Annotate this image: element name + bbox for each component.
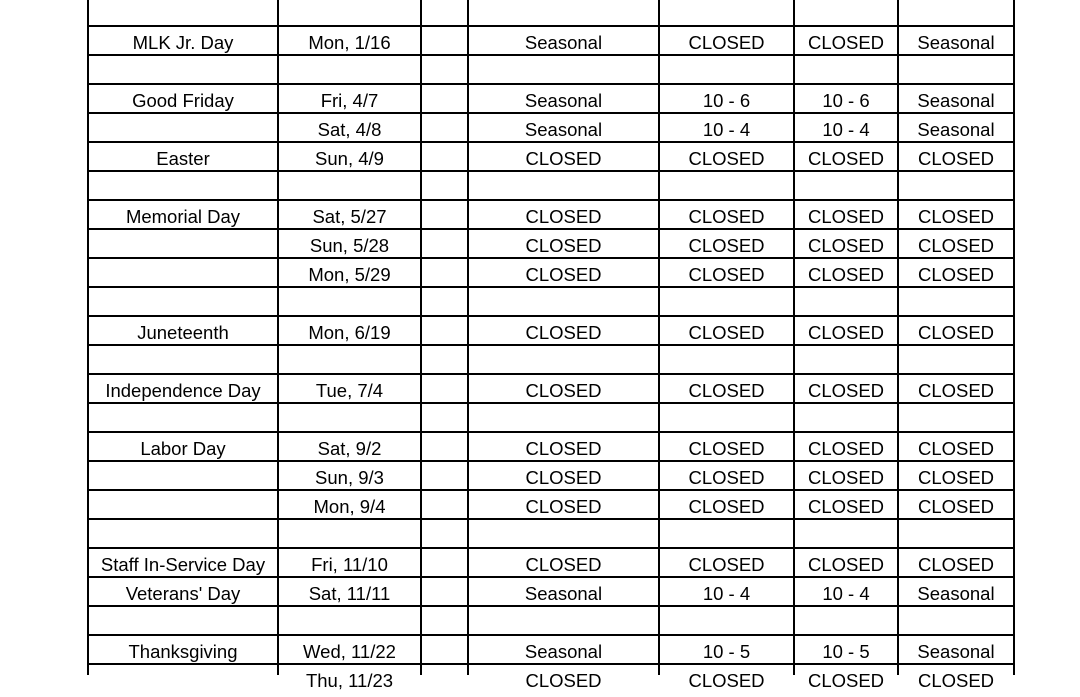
hours-col-4-cell: CLOSED — [917, 206, 995, 227]
spacer-cell — [421, 403, 468, 432]
grid-column-line — [658, 0, 660, 675]
hours-col-1-cell — [468, 0, 659, 26]
date-cell — [278, 403, 421, 432]
hours-col-1-cell — [468, 606, 659, 635]
grid-row-line — [88, 170, 1015, 172]
hours-col-4-cell — [898, 171, 1014, 200]
holiday-name-cell: MLK Jr. Day — [132, 32, 234, 53]
hours-col-3-cell: CLOSED — [807, 264, 885, 285]
hours-col-3-cell: CLOSED — [807, 380, 885, 401]
hours-col-4-cell: CLOSED — [917, 554, 995, 575]
table-row — [0, 258, 1080, 287]
hours-col-3-cell: CLOSED — [807, 235, 885, 256]
hours-col-4-cell: CLOSED — [917, 438, 995, 459]
holiday-name-cell — [88, 490, 278, 519]
date-cell: Fri, 11/10 — [311, 554, 388, 575]
hours-col-3-cell: CLOSED — [807, 467, 885, 488]
hours-col-1-cell: CLOSED — [525, 670, 602, 691]
holiday-name-cell — [88, 519, 278, 548]
date-cell: Wed, 11/22 — [303, 641, 396, 662]
date-cell: Mon, 9/4 — [313, 496, 386, 517]
hours-col-1-cell: CLOSED — [525, 148, 602, 169]
hours-col-3-cell: CLOSED — [807, 496, 885, 517]
hours-col-1-cell: Seasonal — [524, 641, 603, 662]
holiday-name-cell: Easter — [156, 148, 210, 169]
table-row — [0, 519, 1080, 548]
hours-col-1-cell — [468, 519, 659, 548]
holiday-name-cell — [88, 171, 278, 200]
hours-col-3-cell — [794, 519, 898, 548]
hours-col-1-cell: Seasonal — [524, 119, 603, 140]
holiday-name-cell — [88, 287, 278, 316]
date-cell — [278, 606, 421, 635]
spacer-cell — [421, 200, 468, 229]
spacer-cell — [421, 519, 468, 548]
date-cell — [278, 519, 421, 548]
date-cell — [278, 171, 421, 200]
grid-row-line — [88, 634, 1015, 636]
hours-col-1-cell — [468, 55, 659, 84]
hours-col-2-cell — [659, 345, 794, 374]
date-cell: Sat, 11/11 — [308, 583, 391, 604]
date-cell: Sun, 5/28 — [309, 235, 390, 256]
hours-col-3-cell: CLOSED — [807, 670, 885, 691]
spacer-cell — [421, 548, 468, 577]
date-cell: Mon, 1/16 — [308, 32, 391, 53]
spacer-cell — [421, 490, 468, 519]
holiday-name-cell — [88, 55, 278, 84]
date-cell: Sun, 4/9 — [315, 148, 384, 169]
spacer-cell — [421, 258, 468, 287]
spacer-cell — [421, 374, 468, 403]
table-row — [0, 490, 1080, 519]
table-row — [0, 577, 1080, 606]
grid-row-line — [88, 141, 1015, 143]
hours-col-2-cell: CLOSED — [688, 496, 765, 517]
grid-row-line — [88, 25, 1015, 27]
hours-col-3-cell — [794, 171, 898, 200]
hours-col-3-cell: 10 - 4 — [822, 583, 870, 604]
date-cell: Sun, 9/3 — [315, 467, 384, 488]
hours-col-2-cell: CLOSED — [688, 670, 765, 691]
table-row — [0, 229, 1080, 258]
spacer-cell — [421, 345, 468, 374]
grid-row-line — [88, 199, 1015, 201]
date-cell — [278, 0, 421, 26]
hours-col-3-cell: 10 - 6 — [822, 90, 870, 111]
hours-col-1-cell: CLOSED — [525, 554, 602, 575]
holiday-name-cell: Veterans' Day — [125, 583, 241, 604]
date-cell: Tue, 7/4 — [315, 380, 384, 401]
hours-col-2-cell — [659, 55, 794, 84]
grid-row-line — [88, 344, 1015, 346]
grid-row-line — [88, 460, 1015, 462]
table-row — [0, 606, 1080, 635]
holiday-name-cell — [88, 606, 278, 635]
hours-col-4-cell — [898, 287, 1014, 316]
date-cell: Sat, 4/8 — [317, 119, 382, 140]
table-row — [0, 287, 1080, 316]
spacer-cell — [421, 171, 468, 200]
grid-row-line — [88, 373, 1015, 375]
table-row — [0, 200, 1080, 229]
grid-column-line — [1013, 0, 1015, 675]
spacer-cell — [421, 113, 468, 142]
date-cell: Fri, 4/7 — [320, 90, 379, 111]
holiday-name-cell — [88, 258, 278, 287]
spacer-cell — [421, 0, 468, 26]
hours-col-3-cell — [794, 55, 898, 84]
hours-col-1-cell — [468, 287, 659, 316]
holiday-name-cell — [88, 664, 278, 693]
table-row — [0, 548, 1080, 577]
spacer-cell — [421, 635, 468, 664]
hours-col-2-cell: CLOSED — [688, 554, 765, 575]
hours-col-2-cell — [659, 0, 794, 26]
hours-col-4-cell — [898, 519, 1014, 548]
grid-row-line — [88, 257, 1015, 259]
holiday-name-cell — [88, 229, 278, 258]
hours-col-4-cell — [898, 345, 1014, 374]
hours-col-3-cell — [794, 287, 898, 316]
table-row — [0, 26, 1080, 55]
table-row — [0, 113, 1080, 142]
table-row — [0, 55, 1080, 84]
date-cell: Mon, 6/19 — [308, 322, 391, 343]
table-row — [0, 84, 1080, 113]
grid-row-line — [88, 663, 1015, 665]
hours-col-4-cell: CLOSED — [917, 148, 995, 169]
hours-col-3-cell: CLOSED — [807, 148, 885, 169]
spacer-cell — [421, 432, 468, 461]
hours-col-2-cell: CLOSED — [688, 322, 765, 343]
grid-column-line — [467, 0, 469, 675]
grid-row-line — [88, 431, 1015, 433]
holiday-name-cell: Independence Day — [105, 380, 261, 401]
grid-column-line — [420, 0, 422, 675]
hours-col-1-cell: Seasonal — [524, 32, 603, 53]
holiday-name-cell — [88, 113, 278, 142]
spacer-cell — [421, 287, 468, 316]
hours-col-2-cell: CLOSED — [688, 467, 765, 488]
grid-row-line — [88, 402, 1015, 404]
hours-col-2-cell: CLOSED — [688, 380, 765, 401]
date-cell: Sat, 5/27 — [312, 206, 387, 227]
hours-col-4-cell — [898, 55, 1014, 84]
hours-col-3-cell: CLOSED — [807, 554, 885, 575]
hours-col-2-cell: 10 - 4 — [702, 583, 751, 604]
hours-col-2-cell: CLOSED — [688, 264, 765, 285]
date-cell — [278, 345, 421, 374]
spacer-cell — [421, 84, 468, 113]
hours-col-4-cell: Seasonal — [917, 119, 995, 140]
spacer-cell — [421, 577, 468, 606]
table-row — [0, 374, 1080, 403]
hours-col-3-cell — [794, 345, 898, 374]
hours-col-4-cell: CLOSED — [917, 670, 995, 691]
hours-col-3-cell: CLOSED — [807, 438, 885, 459]
grid-row-line — [88, 576, 1015, 578]
grid-row-line — [88, 286, 1015, 288]
hours-col-4-cell — [898, 403, 1014, 432]
table-row — [0, 345, 1080, 374]
grid-column-line — [277, 0, 279, 675]
hours-col-2-cell: 10 - 5 — [702, 641, 751, 662]
hours-col-1-cell: Seasonal — [524, 90, 603, 111]
holiday-name-cell: Labor Day — [140, 438, 226, 459]
date-cell: Mon, 5/29 — [308, 264, 391, 285]
hours-col-4-cell: Seasonal — [917, 90, 995, 111]
hours-col-2-cell — [659, 519, 794, 548]
hours-col-1-cell: CLOSED — [525, 496, 602, 517]
grid-column-line — [897, 0, 899, 675]
hours-col-3-cell — [794, 606, 898, 635]
hours-col-4-cell: CLOSED — [917, 322, 995, 343]
hours-col-1-cell: Seasonal — [524, 583, 603, 604]
grid-row-line — [88, 547, 1015, 549]
spacer-cell — [421, 55, 468, 84]
holiday-name-cell: Juneteenth — [137, 322, 229, 343]
grid-row-line — [88, 518, 1015, 520]
hours-col-2-cell — [659, 403, 794, 432]
hours-col-3-cell — [794, 403, 898, 432]
grid-row-line — [88, 112, 1015, 114]
hours-col-1-cell: CLOSED — [525, 380, 602, 401]
grid-row-line — [88, 228, 1015, 230]
grid-column-line — [793, 0, 795, 675]
hours-col-2-cell: CLOSED — [688, 206, 765, 227]
grid-row-line — [88, 83, 1015, 85]
table-row — [0, 664, 1080, 693]
hours-col-4-cell: Seasonal — [917, 583, 995, 604]
spacer-cell — [421, 229, 468, 258]
grid-column-line — [87, 0, 89, 675]
date-cell: Sat, 9/2 — [317, 438, 382, 459]
holiday-name-cell: Good Friday — [132, 90, 234, 111]
table-row — [0, 403, 1080, 432]
table-row — [0, 0, 1080, 26]
hours-col-1-cell: CLOSED — [525, 467, 602, 488]
hours-col-2-cell: CLOSED — [688, 438, 765, 459]
table-row — [0, 635, 1080, 664]
hours-col-1-cell: CLOSED — [525, 438, 602, 459]
hours-col-3-cell: 10 - 4 — [822, 119, 870, 140]
hours-col-2-cell — [659, 606, 794, 635]
hours-col-4-cell: CLOSED — [917, 235, 995, 256]
spacer-cell — [421, 26, 468, 55]
hours-col-1-cell — [468, 403, 659, 432]
hours-col-4-cell: CLOSED — [917, 467, 995, 488]
hours-col-4-cell — [898, 606, 1014, 635]
hours-col-2-cell: CLOSED — [688, 235, 765, 256]
spacer-cell — [421, 142, 468, 171]
hours-col-2-cell: 10 - 6 — [702, 90, 751, 111]
hours-col-2-cell — [659, 171, 794, 200]
hours-col-3-cell: CLOSED — [807, 322, 885, 343]
table-row — [0, 171, 1080, 200]
table-row — [0, 316, 1080, 345]
spacer-cell — [421, 664, 468, 693]
hours-col-1-cell — [468, 345, 659, 374]
grid-row-line — [88, 605, 1015, 607]
spacer-cell — [421, 461, 468, 490]
hours-col-1-cell: CLOSED — [525, 322, 602, 343]
hours-col-2-cell: CLOSED — [688, 148, 765, 169]
hours-col-2-cell: 10 - 4 — [702, 119, 751, 140]
hours-col-2-cell: CLOSED — [688, 32, 765, 53]
holiday-name-cell — [88, 345, 278, 374]
holiday-name-cell — [88, 403, 278, 432]
date-cell — [278, 55, 421, 84]
hours-col-3-cell: 10 - 5 — [822, 641, 870, 662]
hours-col-3-cell: CLOSED — [807, 32, 885, 53]
grid-row-line — [88, 54, 1015, 56]
grid-row-line — [88, 315, 1015, 317]
hours-col-4-cell: CLOSED — [917, 380, 995, 401]
hours-col-4-cell: Seasonal — [917, 32, 995, 53]
hours-col-1-cell: CLOSED — [525, 264, 602, 285]
holiday-name-cell: Memorial Day — [125, 206, 241, 227]
holiday-name-cell: Staff In-Service Day — [100, 554, 266, 575]
holiday-name-cell — [88, 461, 278, 490]
holiday-name-cell: Thanksgiving — [128, 641, 238, 662]
hours-col-1-cell — [468, 171, 659, 200]
hours-col-4-cell: CLOSED — [917, 264, 995, 285]
hours-col-1-cell: CLOSED — [525, 235, 602, 256]
table-row — [0, 142, 1080, 171]
hours-col-4-cell — [898, 0, 1014, 26]
spacer-cell — [421, 316, 468, 345]
spacer-cell — [421, 606, 468, 635]
hours-col-4-cell: CLOSED — [917, 496, 995, 517]
hours-col-3-cell: CLOSED — [807, 206, 885, 227]
grid-row-line — [88, 489, 1015, 491]
holiday-name-cell — [88, 0, 278, 26]
table-row — [0, 461, 1080, 490]
hours-col-3-cell — [794, 0, 898, 26]
hours-col-1-cell: CLOSED — [525, 206, 602, 227]
hours-col-2-cell — [659, 287, 794, 316]
date-cell — [278, 287, 421, 316]
date-cell: Thu, 11/23 — [305, 670, 394, 691]
table-row — [0, 432, 1080, 461]
hours-col-4-cell: Seasonal — [917, 641, 995, 662]
